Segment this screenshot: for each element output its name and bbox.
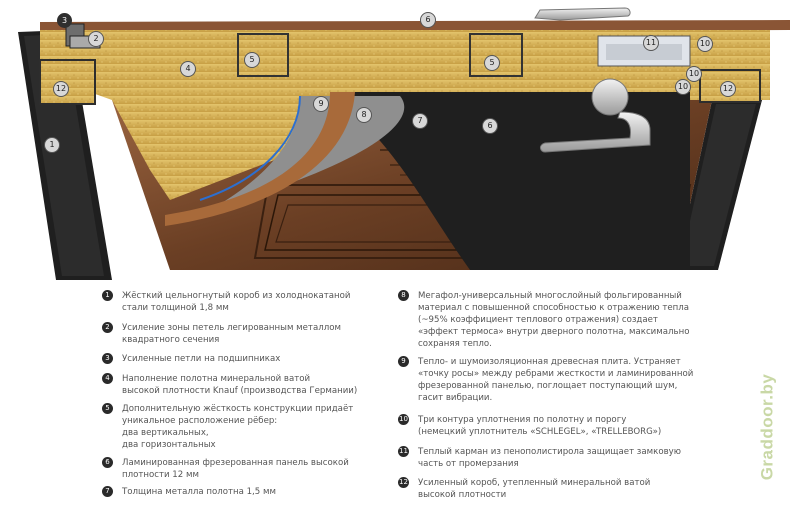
callout-6-front: 6 (482, 118, 498, 134)
legend-item (102, 457, 412, 481)
callout-7: 7 (412, 113, 428, 129)
callout-12-right: 12 (720, 81, 736, 97)
legend-text: Дополнительную жёсткость конструкции придаёт уникальное расположение рёбер: два вертикальных, два горизонтальных (122, 404, 354, 450)
legend-number: 12 (399, 478, 408, 486)
legend-text: Теплый карман из пенополистирола защищает замковую часть от промерзания (418, 447, 681, 469)
callout-10-b: 10 (686, 66, 702, 82)
legend-text: Мегафол-универсальный многослойный фольгированный материал с повышенной способностью к отражению тепла (~95% коэффициент теплового отражения) создает «эффект термоса» внутри дверного полотна, максимально сохраняя тепло. (418, 291, 690, 349)
callout-11: 11 (643, 35, 659, 51)
legend-item (102, 486, 412, 498)
legend-number: 7 (102, 486, 113, 497)
legend-text: Усиленные петли на подшипниках (122, 354, 281, 364)
callout-12-left: 12 (53, 81, 69, 97)
legend-number: 2 (102, 322, 113, 333)
legend-number: 4 (102, 373, 113, 384)
legend-item (398, 414, 718, 438)
legend-text: Наполнение полотна минеральной ватой высокой плотности Knauf (производства Германии) (122, 374, 358, 396)
legend-number: 3 (102, 353, 113, 364)
legend-item (398, 477, 718, 501)
legend-number: 6 (102, 457, 113, 468)
legend-item (102, 322, 412, 346)
legend-text: Три контура уплотнения по полотну и порогу (немецкий уплотнитель «SCHLEGEL», «TRELLEBORG») (418, 415, 662, 437)
legend-number: 10 (399, 415, 408, 423)
callout-5-right: 5 (484, 55, 500, 71)
callout-2: 2 (88, 31, 104, 47)
callout-3: 3 (57, 13, 72, 28)
legend-item (102, 290, 412, 314)
left-wool-box (40, 60, 95, 104)
legend-text: Ламинированная фрезерованная панель высокой плотности 12 мм (122, 458, 349, 480)
watermark-text: Graddoor.by (757, 373, 777, 481)
callout-8: 8 (356, 107, 372, 123)
callout-5-left: 5 (244, 52, 260, 68)
legend-number: 9 (398, 356, 409, 367)
legend-number: 11 (399, 447, 408, 455)
legend-text: Усиленный короб, утепленный минеральной ватой высокой плотности (418, 478, 651, 500)
legend-text: Жёсткий цельногнутый короб из холоднокатаной стали толщиной 1,8 мм (122, 291, 351, 313)
callout-9: 9 (313, 96, 329, 112)
legend-item (102, 403, 412, 451)
legend-item (398, 356, 718, 404)
callout-4: 4 (180, 61, 196, 77)
legend-item (398, 290, 718, 350)
legend-number: 1 (102, 290, 113, 301)
callout-10-a: 10 (697, 36, 713, 52)
legend-number: 5 (102, 403, 113, 414)
legend-item (398, 446, 718, 470)
callout-6-top: 6 (420, 12, 436, 28)
legend-item (102, 353, 412, 365)
legend-text: Толщина металла полотна 1,5 мм (122, 487, 276, 497)
callout-10-c: 10 (675, 79, 691, 95)
callout-1: 1 (44, 137, 60, 153)
legend-text: Усиление зоны петель легированным металлом квадратного сечения (122, 323, 341, 345)
watermark (757, 355, 798, 505)
legend-number: 8 (398, 290, 409, 301)
legend-text: Тепло- и шумоизоляционная древесная плита. Устраняет «точку росы» между ребрами жесткости и ламинированной фрезерованной панелью, поглощает поступающий шум, гасит вибрации. (418, 357, 694, 403)
legend-item (102, 373, 412, 397)
